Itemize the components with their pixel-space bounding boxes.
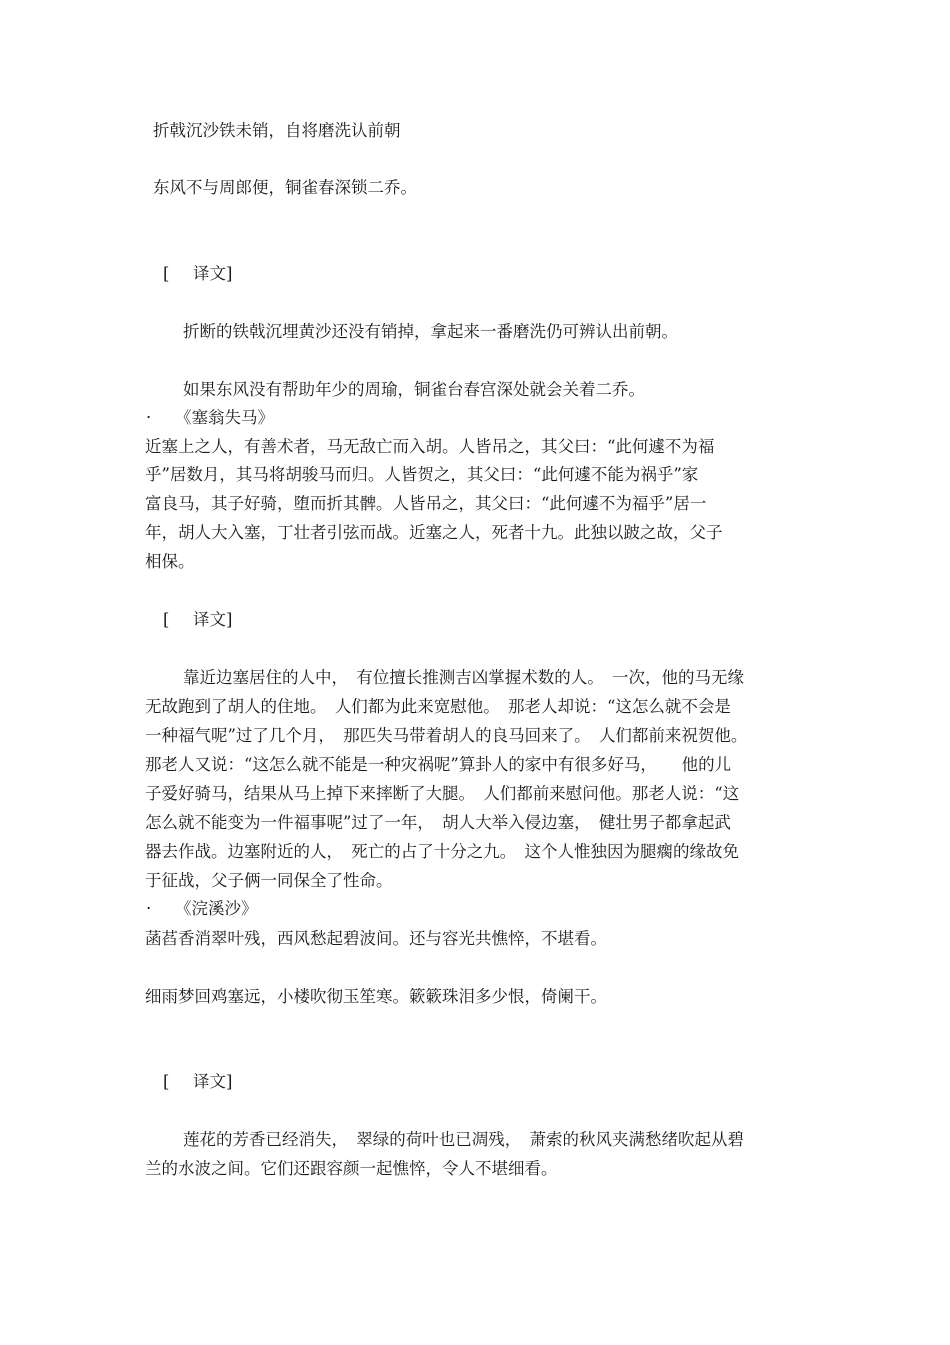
translation-line: 无故跑到了胡人的住地。 人们都为此来宽慰他。 那老人却说：“这怎么就不会是 xyxy=(145,697,731,716)
text-line: 年，胡人大入塞，丁壮者引弦而战。近塞之人，死者十九。此独以跛之故，父子 xyxy=(145,523,723,542)
translation-line: 如果东风没有帮助年少的周瑜，铜雀台春宫深处就会关着二乔。 xyxy=(183,380,645,399)
text-line: 相保。 xyxy=(145,552,195,571)
translation-line: 器去作战。边塞附近的人， 死亡的占了十分之九。 这个人惟独因为腿瘸的缘故免 xyxy=(145,842,739,861)
poem-line: 东风不与周郎便，铜雀春深锁二乔。 xyxy=(153,178,417,197)
translation-line: 子爱好骑马，结果从马上掉下来摔断了大腿。 人们都前来慰问他。那老人说：“这 xyxy=(145,784,740,803)
translation-bracket: [ xyxy=(163,264,170,283)
poem-line: 菡萏香消翠叶残，西风愁起碧波间。还与容光共憔悴，不堪看。 xyxy=(145,929,607,948)
translation-line: 兰的水波之间。它们还跟容颜一起憔悴，令人不堪细看。 xyxy=(145,1159,558,1178)
section-title: 《浣溪沙》 xyxy=(175,899,258,918)
text-line: 乎”居数月，其马将胡骏马而归。人皆贺之，其父曰：“此何遽不能为祸乎”家 xyxy=(145,465,699,484)
poem-line: 折戟沉沙铁未销，自将磨洗认前朝 xyxy=(153,121,401,140)
text-line: 近塞上之人，有善术者，马无敌亡而入胡。人皆吊之，其父曰：“此何遽不为福 xyxy=(145,437,715,456)
translation-label: 译文] xyxy=(193,264,233,283)
translation-line: 靠近边塞居住的人中， 有位擅长推测吉凶掌握术数的人。 一次，他的马无缘 xyxy=(183,668,744,687)
translation-label: 译文] xyxy=(193,1072,233,1091)
translation-line: 于征战，父子俩一同保全了性命。 xyxy=(145,871,393,890)
translation-line: 一种福气呢”过了几个月， 那匹失马带着胡人的良马回来了。 人们都前来祝贺他。 xyxy=(145,726,748,745)
translation-bracket: [ xyxy=(163,1072,170,1091)
translation-line: 怎么就不能变为一件福事呢”过了一年， 胡人大举入侵边塞， 健壮男子都拿起武 xyxy=(145,813,731,832)
translation-label: 译文] xyxy=(193,610,233,629)
translation-line: 莲花的芳香已经消失， 翠绿的荷叶也已凋残， 萧索的秋风夹满愁绪吹起从碧 xyxy=(183,1130,744,1149)
bullet-marker: · xyxy=(146,899,152,918)
translation-line: 那老人又说：“这怎么就不能是一种灾祸呢”算卦人的家中有很多好马， 他的儿 xyxy=(145,755,732,774)
section-title: 《塞翁失马》 xyxy=(175,408,274,427)
text-line: 富良马，其子好骑，堕而折其髀。人皆吊之，其父曰：“此何遽不为福乎”居一 xyxy=(145,494,707,513)
translation-bracket: [ xyxy=(163,610,170,629)
translation-line: 折断的铁戟沉埋黄沙还没有销掉，拿起来一番磨洗仍可辨认出前朝。 xyxy=(183,322,678,341)
bullet-marker: · xyxy=(146,408,152,427)
poem-line: 细雨梦回鸡塞远，小楼吹彻玉笙寒。簌簌珠泪多少恨，倚阑干。 xyxy=(145,987,607,1006)
